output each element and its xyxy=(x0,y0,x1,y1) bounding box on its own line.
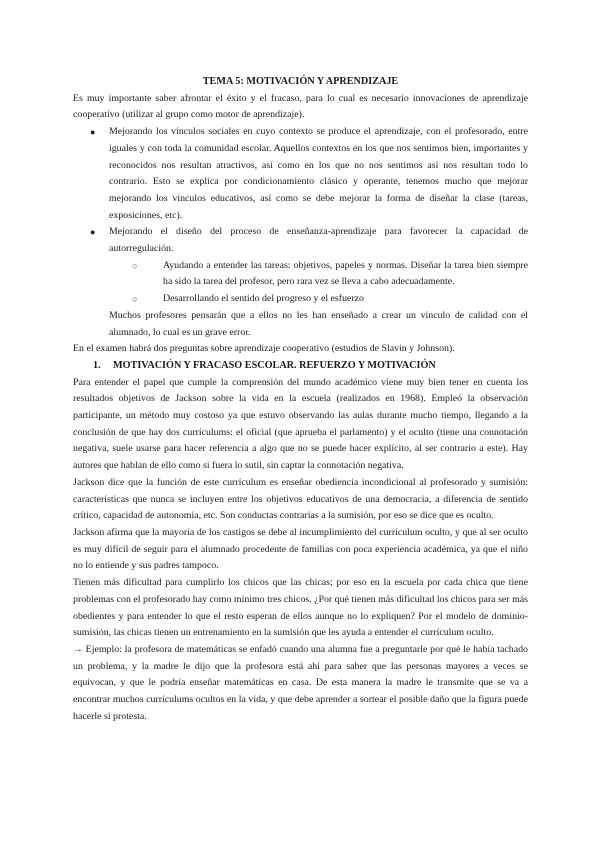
section-number: 1. xyxy=(93,359,101,371)
sub-bullet-item xyxy=(73,291,528,308)
body-paragraph: Jackson afirma que la mayoría de los castigos se debe al incumplimiento del currículum oculto, y que al ser oculto es muy difícil de seguir para el alumnado procedente de familias con poca experiencia académica, ya que el niño no lo entiende y sus padres tampoco. xyxy=(73,526,528,572)
exam-note: En el examen habrá dos preguntas sobre aprendizaje cooperativo (estudios de Slavin y Johnson). xyxy=(73,343,455,355)
bullet-marker: ● xyxy=(90,227,96,238)
bullet-marker: ● xyxy=(90,127,96,138)
bullet-item xyxy=(73,224,528,257)
bullet-text: Mejorando los vínculos sociales en cuyo contexto se produce el aprendizaje, con el profesorado, entre iguales y con toda la comunidad escolar. Aquellos contextos en los que nos sentimos bien, importantes y reconocidos nos resultan atractivos, así como en los que no nos sentimos así nos resultan todo lo contrario. Esto se explica por condicionamiento clásico y operante, tenemos mucho que mejorar mejorando los vínculos educativos, así como se debe mejorar la forma de diseñar la clase (tareas, exposiciones, etc). xyxy=(109,126,528,221)
sub-bullet-item xyxy=(73,258,528,291)
section-title: MOTIVACIÓN Y FRACASO ESCOLAR. REFUERZO Y MOTIVACIÓN xyxy=(113,359,436,371)
bullet-item xyxy=(73,124,528,224)
page-title: TEMA 5: MOTIVACIÓN Y APRENDIZAJE xyxy=(202,76,399,87)
indented-note: Muchos profesores pensarán que a ellos no les han enseñado a crear un vínculo de calidad con el alumnado, lo cual es un grave error. xyxy=(109,309,528,338)
sub-bullet-text: Ayudando a entender las tareas: objetivos, papeles y normas. Diseñar la tarea bien siempre ha sido la tarea del profesor, pero rara vez se lleva a cabo adecuadamente. xyxy=(163,259,528,288)
bullet-text: Mejorando el diseño del proceso de enseñanza-aprendizaje para favorecer la capacidad de autorregulación. xyxy=(109,226,528,255)
document-page xyxy=(73,74,528,725)
sub-bullet-marker: ○ xyxy=(132,294,138,305)
intro-paragraph: Es muy importante saber afrontar el éxito y el fracaso, para lo cual es necesario innovaciones de aprendizaje cooperativo (utilizar al grupo como motor de aprendizaje). xyxy=(73,92,528,121)
section-heading xyxy=(73,358,528,375)
example-paragraph: → Ejemplo: la profesora de matemáticas se enfadó cuando una alumna fue a preguntarle por qué le había tachado un problema, y la madre le dijo que la profesora está ahí para saber que las personas mayores a veces se equivocan, y que le podría enseñar matemáticas en casa. De esta manera la madre le transmite que se va a encontrar muchos currículums ocultos en la vida, y que debe aprender a sortear el posible daño que la figura puede hacerle si protesta. xyxy=(73,643,528,722)
sub-bullet-marker: ○ xyxy=(132,260,138,271)
body-paragraph: Tienen más dificultad para cumplirlo los chicos que las chicas; por eso en la escuela por cada chica que tiene problemas con el profesorado hay como mínimo tres chicos. ¿Por qué tienen más dificultad los chicos para ser más obedientes y para entender lo que el resto esperan de ellos aunque no lo expliquen? Por el modelo de dominio-sumisión, las chicas tienen un entrenamiento en la sumisión que les ayuda a entender el currículum oculto. xyxy=(73,577,528,639)
body-paragraph: Jackson dice que la función de este currículum es enseñar obediencia incondicional al profesorado y sumisión: características que nunca se incluyen entre los objetivos educativos de una democracia, a diferencia de sentido crítico, capacidad de autonomía, etc. Son conductas contrarias a la sumisión, por eso se dice que es oculto. xyxy=(73,476,528,522)
sub-bullet-text: Desarrollando el sentido del progreso y el esfuerzo xyxy=(163,293,364,305)
body-paragraph: Para entender el papel que cumple la comprensión del mundo académico viene muy bien tener en cuenta los resultados objetivos de Jackson sobre la vida en la escuela (realizados en 1968). Empleó la observación participante, un método muy costoso ya que estuvo observando las aulas durante mucho tiempo, llegando a la conclusión de que hay dos currículums: el oficial (que aprueba el parlamento) y el oculto (tiene una connotación negativa, suele usarse para hacer referencia a algo que no se puede hacer explícito, al ser contrario a este). Hay autores que hablan de ello como si fuera lo sutil, sin captar la connotación negativa. xyxy=(73,376,528,472)
